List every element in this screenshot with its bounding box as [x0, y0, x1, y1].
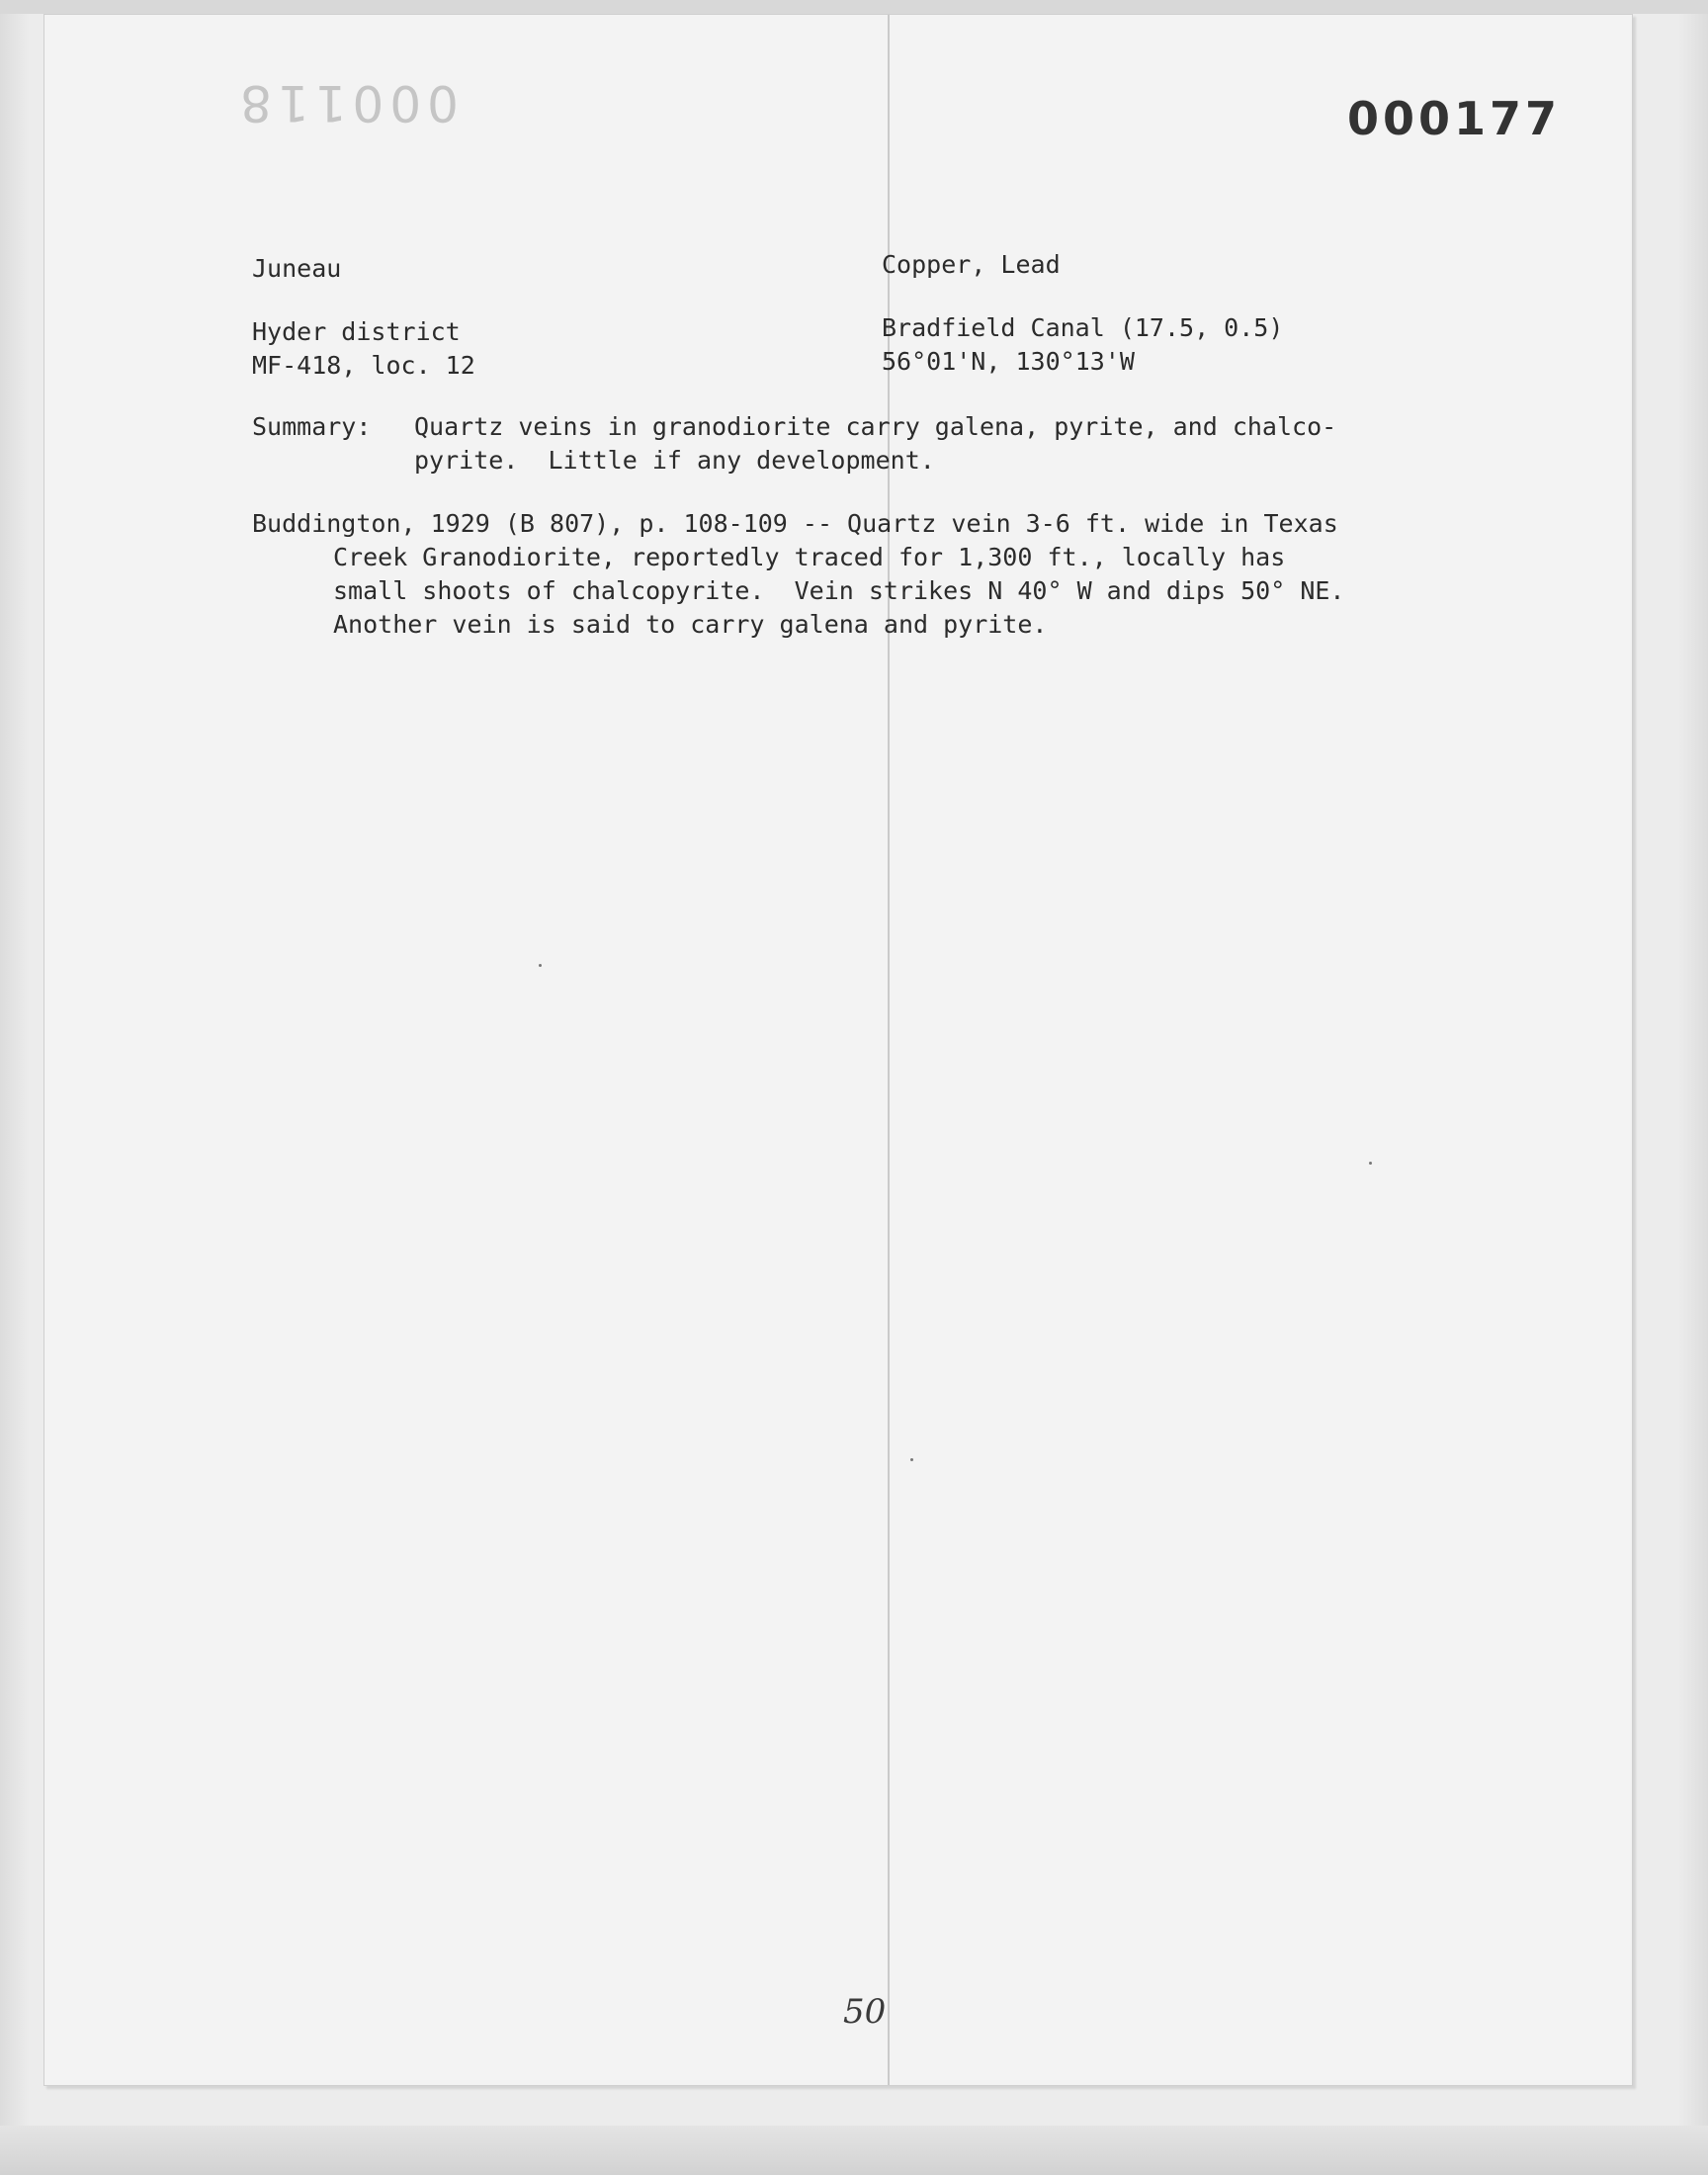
reference-text-line-3: small shoots of chalcopyrite. Vein strikes N 40° W and dips 50° NE.	[333, 576, 1345, 605]
document-number-stamp: 000177	[1347, 92, 1562, 145]
reference-text-line-2: Creek Granodiorite, reportedly traced for 1,300 ft., locally has	[333, 543, 1286, 571]
handwritten-page-number: 50	[843, 1992, 887, 2032]
quadrangle-label: Bradfield Canal (17.5, 0.5)	[882, 313, 1284, 342]
summary-text-line-2: pyrite. Little if any development.	[414, 446, 935, 475]
paper-speck	[1369, 1162, 1372, 1165]
paper-speck	[539, 964, 542, 967]
reference-text-line-4: Another vein is said to carry galena and pyrite.	[333, 610, 1048, 639]
map-reference: MF-418, loc. 12	[252, 351, 475, 380]
reference-text-line-1: Buddington, 1929 (B 807), p. 108-109 -- Quartz vein 3-6 ft. wide in Texas	[252, 509, 1338, 538]
bleed-through-stamp: 000118	[234, 74, 459, 131]
commodities-label: Copper, Lead	[882, 250, 1061, 279]
paper-speck	[910, 1458, 913, 1461]
scanner-top-edge	[0, 0, 1708, 14]
document-page	[43, 14, 1633, 2086]
district-label: Hyder district	[252, 317, 461, 346]
scanner-bottom-edge	[0, 2126, 1708, 2175]
region-label: Juneau	[252, 254, 342, 283]
summary-text-line-1: Quartz veins in granodiorite carry galena, pyrite, and chalco-	[414, 412, 1337, 441]
coordinates-label: 56°01'N, 130°13'W	[882, 347, 1135, 376]
summary-heading: Summary:	[252, 412, 372, 441]
